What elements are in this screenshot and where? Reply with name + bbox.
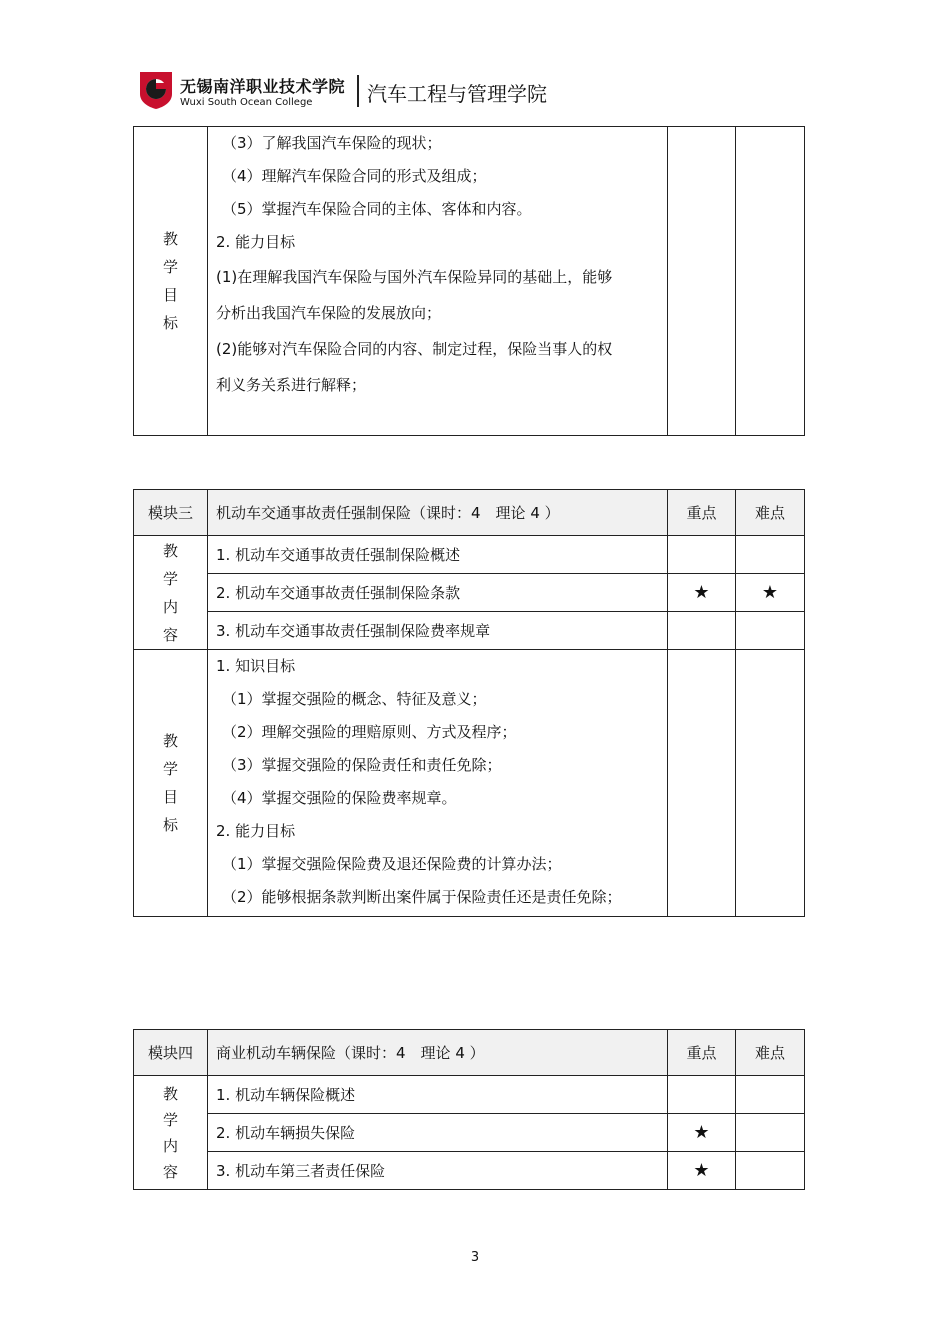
- teaching-goals-label: 教 学 目 标: [134, 650, 208, 917]
- teaching-content-label: 教 学 内 容: [134, 536, 208, 650]
- content-item: 3. 机动车交通事故责任强制保险费率规章: [208, 612, 668, 650]
- goal-line: （1）掌握交强险的概念、特征及意义；: [222, 690, 487, 708]
- page-number: 3: [470, 1250, 480, 1265]
- school-name-en: Wuxi South Ocean College: [180, 97, 313, 108]
- goals-content: [208, 650, 668, 917]
- table-row: [134, 1114, 805, 1152]
- table-row: [134, 1152, 805, 1190]
- module-label: 模块三: [134, 490, 208, 536]
- difficult-star: [736, 536, 805, 574]
- school-name-cn: 无锡南洋职业技术学院: [180, 77, 346, 96]
- key-point-header: 重点: [668, 490, 736, 536]
- goal-line: 2. 能力目标: [216, 822, 296, 840]
- table-row: [134, 536, 805, 574]
- goal-line: 2. 能力目标: [216, 233, 296, 251]
- goal-line: （4）掌握交强险的保险费率规章。: [222, 789, 457, 807]
- content-item: 2. 机动车辆损失保险: [208, 1114, 668, 1152]
- table-row: [134, 1076, 805, 1114]
- module-three-table: [133, 489, 805, 917]
- key-star: ★: [668, 1152, 736, 1190]
- goal-line: （3）了解我国汽车保险的现状；: [222, 134, 442, 152]
- goal-line: （4）理解汽车保险合同的形式及组成；: [222, 167, 487, 185]
- key-star: [668, 536, 736, 574]
- teaching-content-label: 教 学 内 容: [134, 1076, 208, 1190]
- goal-line: （1）掌握交强险保险费及退还保险费的计算办法；: [222, 855, 562, 873]
- goal-line: （5）掌握汽车保险合同的主体、客体和内容。: [222, 200, 532, 218]
- difficult-point-header: 难点: [736, 1030, 805, 1076]
- difficult-star: [736, 1114, 805, 1152]
- difficult-star: [736, 1076, 805, 1114]
- key-star: [668, 612, 736, 650]
- goal-line: （3）掌握交强险的保险责任和责任免除；: [222, 756, 502, 774]
- key-cell: [668, 127, 736, 436]
- content-item: 1. 机动车交通事故责任强制保险概述: [208, 536, 668, 574]
- table-row: [134, 612, 805, 650]
- module-label: 模块四: [134, 1030, 208, 1076]
- goal-line: 分析出我国汽车保险的发展放向；: [216, 304, 442, 322]
- key-star: ★: [668, 574, 736, 612]
- difficult-star: [736, 1152, 805, 1190]
- content-item: 2. 机动车交通事故责任强制保险条款: [208, 574, 668, 612]
- difficult-star: [736, 612, 805, 650]
- key-star: [668, 1076, 736, 1114]
- key-cell: [668, 650, 736, 917]
- table-header-row: [134, 490, 805, 536]
- header-divider: [357, 75, 359, 107]
- college-header: [136, 66, 566, 116]
- goal-line: （2）理解交强险的理赔原则、方式及程序；: [222, 723, 517, 741]
- college-name: 汽车工程与管理学院: [367, 82, 547, 106]
- difficult-star: ★: [736, 574, 805, 612]
- module-four-table: [133, 1029, 805, 1190]
- goals-content: [208, 127, 668, 436]
- key-star: ★: [668, 1114, 736, 1152]
- key-point-header: 重点: [668, 1030, 736, 1076]
- content-item: 3. 机动车第三者责任保险: [208, 1152, 668, 1190]
- table-header-row: [134, 1030, 805, 1076]
- module-two-goals-table: [133, 126, 805, 436]
- content-item: 1. 机动车辆保险概述: [208, 1076, 668, 1114]
- difficult-cell: [736, 127, 805, 436]
- teaching-goals-label: 教 学 目 标: [134, 127, 208, 436]
- difficult-point-header: 难点: [736, 490, 805, 536]
- difficult-cell: [736, 650, 805, 917]
- table-row: [134, 574, 805, 612]
- goal-line: 利义务关系进行解释；: [216, 376, 367, 394]
- table-row: [134, 127, 805, 436]
- goal-line: 1. 知识目标: [216, 657, 296, 675]
- goal-line: （2）能够根据条款判断出案件属于保险责任还是责任免除；: [222, 888, 622, 906]
- goal-line: (2)能够对汽车保险合同的内容、制定过程，保险当事人的权: [216, 340, 613, 358]
- table-row: [134, 650, 805, 917]
- school-logo-icon: [138, 70, 174, 110]
- module-title: 商业机动车辆保险（课时：4 理论 4 ）: [208, 1030, 668, 1076]
- goal-line: (1)在理解我国汽车保险与国外汽车保险异同的基础上，能够: [216, 268, 613, 286]
- module-title: 机动车交通事故责任强制保险（课时：4 理论 4 ）: [208, 490, 668, 536]
